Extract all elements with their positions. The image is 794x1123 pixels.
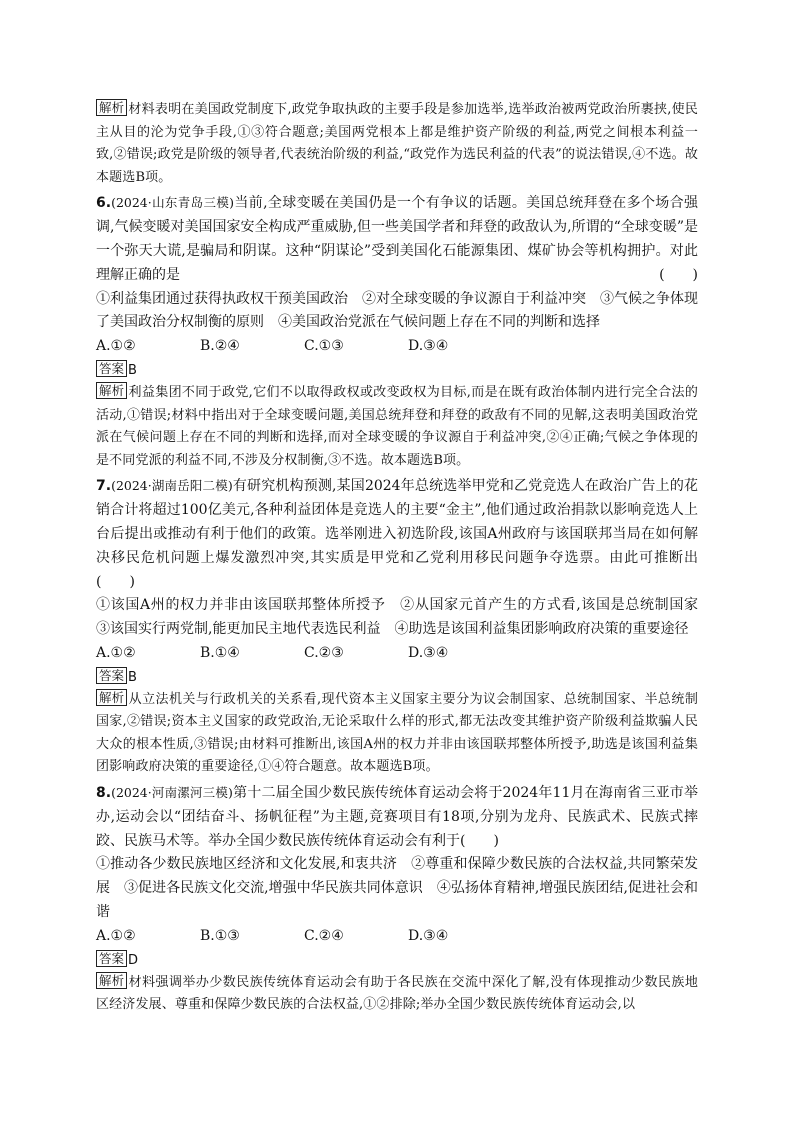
q6-stem-text: 当前,全球变暖在美国仍是一个有争议的话题。美国总统拜登在多个场合强调,气候变暖对美国国家安全构成严重威胁,但一些美国学者和拜登的政敌认为,所谓的“全球变暖”是一个弥天大谎,是骗局和阴谋。这种“阴谋论”受到美国化石能源集团、煤矿协会等机构拥护。对此理解正确的是 — [96, 195, 698, 283]
q5-analysis-text: 材料表明在美国政党制度下,政党争取执政的主要手段是参加选举,选举政治被两党政治所裹挟,使民主从目的沦为党争手段,①③符合题意;美国两党根本上都是维护资产阶级的利益,两党之间根本利益一致,②错误;政党是阶级的领导者,代表统治阶级的利益,“政党作为选民利益的代表”的说法错误,④不选。故本题选B项。 — [96, 102, 698, 185]
q6-answer-bracket: ( ) — [659, 266, 698, 283]
q7-option-a: A.①② — [96, 644, 136, 661]
q8-analysis-text: 材料强调举办少数民族传统体育运动会有助于各民族在交流中深化了解,没有体现推动少数民族地区经济发展、尊重和保障少数民族的合法权益,①②排除;举办全国少数民族传统体育运动会,以 — [96, 974, 698, 1013]
q7-option-b: B.①④ — [200, 644, 240, 661]
analysis-tag: 解析 — [96, 689, 127, 706]
q8-stem-text: 第十二届全国少数民族传统体育运动会将于2024年11月在海南省三亚市举办,运动会以“团结奋斗、扬帆征程”为主题,竞赛项目有18项,分别为龙舟、民族武术、民族式摔跤、民族马术等。举办全国少数民族传统体育运动会有利于( ) — [96, 785, 698, 849]
q7-answer-value: B — [128, 669, 137, 685]
q6-statements: ①利益集团通过获得执政权干预美国政治 ②对全球变暖的争议源自于利益冲突 ③气候之争体现了美国政治分权制衡的原则 ④美国政治党派在气候问题上存在不同的判断和选择 — [96, 290, 698, 331]
q7-option-c: C.②③ — [304, 644, 344, 661]
q6-analysis-text: 利益集团不同于政党,它们不以取得政权或改变政权为目标,而是在既有政治体制内进行完全合法的活动,①错误;材料中指出对于全球变暖问题,美国总统拜登和拜登的政敌有不同的见解,这表明美国政治党派在气候问题上存在不同的判断和选择,而对全球变暖的争议源自于利益冲突,②④正确;气候之争体现的是不同党派的利益不同,不涉及分权制衡,③不选。故本题选B项。 — [96, 384, 698, 468]
q7-number: 7. — [96, 478, 112, 495]
q8-options — [96, 925, 698, 949]
q8-number: 8. — [96, 785, 112, 802]
answer-tag: 答案 — [96, 667, 127, 684]
q8-stem — [96, 781, 698, 853]
q6-stem — [96, 191, 698, 287]
q6-option-c: C.①③ — [304, 338, 344, 355]
q5-analysis — [96, 99, 698, 189]
answer-tag: 答案 — [96, 360, 127, 377]
q7-analysis-text: 从立法机关与行政机关的关系看,现代资本主义国家主要分为议会制国家、总统制国家、半总统制国家,②错误;资本主义国家的政党政治,无论采取什么样的形式,都无法改变其维护资产阶级利益欺骗人民大众的根本性质,③错误;由材料可推断出,该国A州的权力并非由该国联邦整体所授予,助选是该国利益集团影响政府决策的重要途径,①④符合题意。故本题选B项。 — [96, 691, 698, 775]
q6-option-a: A.①② — [96, 338, 136, 355]
q6-answer-value: B — [128, 362, 137, 378]
q6-analysis — [96, 382, 698, 472]
q6-option-d: D.③④ — [408, 338, 449, 355]
q6-source: (2024·山东青岛三模) — [111, 195, 235, 211]
q7-option-d: D.③④ — [408, 644, 449, 661]
q8-option-b: B.①③ — [200, 927, 240, 944]
q6-option-b: B.②④ — [200, 338, 240, 355]
q7-analysis — [96, 689, 698, 779]
answer-tag: 答案 — [96, 950, 127, 967]
analysis-tag: 解析 — [96, 382, 127, 399]
q8-option-d: D.③④ — [408, 927, 449, 944]
q6-number: 6. — [96, 195, 112, 212]
q7-answer — [96, 666, 698, 689]
q8-option-a: A.①② — [96, 927, 136, 944]
q8-answer-value: D — [128, 952, 139, 968]
q7-stem-text: 有研究机构预测,某国2024年总统选举甲党和乙党竞选人在政治广告上的花销合计将超过100亿美元,各种利益团体是竞选人的主要“金主”,他们通过政治捐款以影响竞选人上台后提出或推动有利于他们的政策。选举刚进入初选阶段,该国A州政府与该国联邦当局在如何解决移民危机问题上爆发激烈冲突,其实质是甲党和乙党利用移民问题争夺选票。由此可推断出( ) — [96, 478, 698, 590]
q8-option-c: C.②④ — [304, 927, 344, 944]
analysis-tag: 解析 — [96, 99, 127, 116]
q7-statements: ①该国A州的权力并非由该国联邦整体所授予 ②从国家元首产生的方式看,该国是总统制国家 ③该国实行两党制,能更加民主地代表选民利益 ④助选是该国利益集团影响政府决策的重要途径 — [96, 597, 712, 638]
q8-source: (2024·河南漯河三模) — [111, 785, 233, 801]
q6-answer — [96, 359, 698, 382]
q8-answer — [96, 949, 698, 972]
q8-analysis — [96, 972, 698, 1017]
q7-source: (2024·湖南岳阳二模) — [111, 478, 233, 494]
q8-statements: ①推动各少数民族地区经济和文化发展,和衷共济 ②尊重和保障少数民族的合法权益,共同繁荣发展 ③促进各民族文化交流,增强中华民族共同体意识 ④弘扬体育精神,增强民族团结,促进社会和谐 — [96, 856, 698, 921]
q7-stem — [96, 474, 698, 594]
document-content — [96, 99, 712, 1017]
analysis-tag: 解析 — [96, 972, 127, 989]
q6-options — [96, 335, 698, 359]
q7-options — [96, 642, 698, 666]
